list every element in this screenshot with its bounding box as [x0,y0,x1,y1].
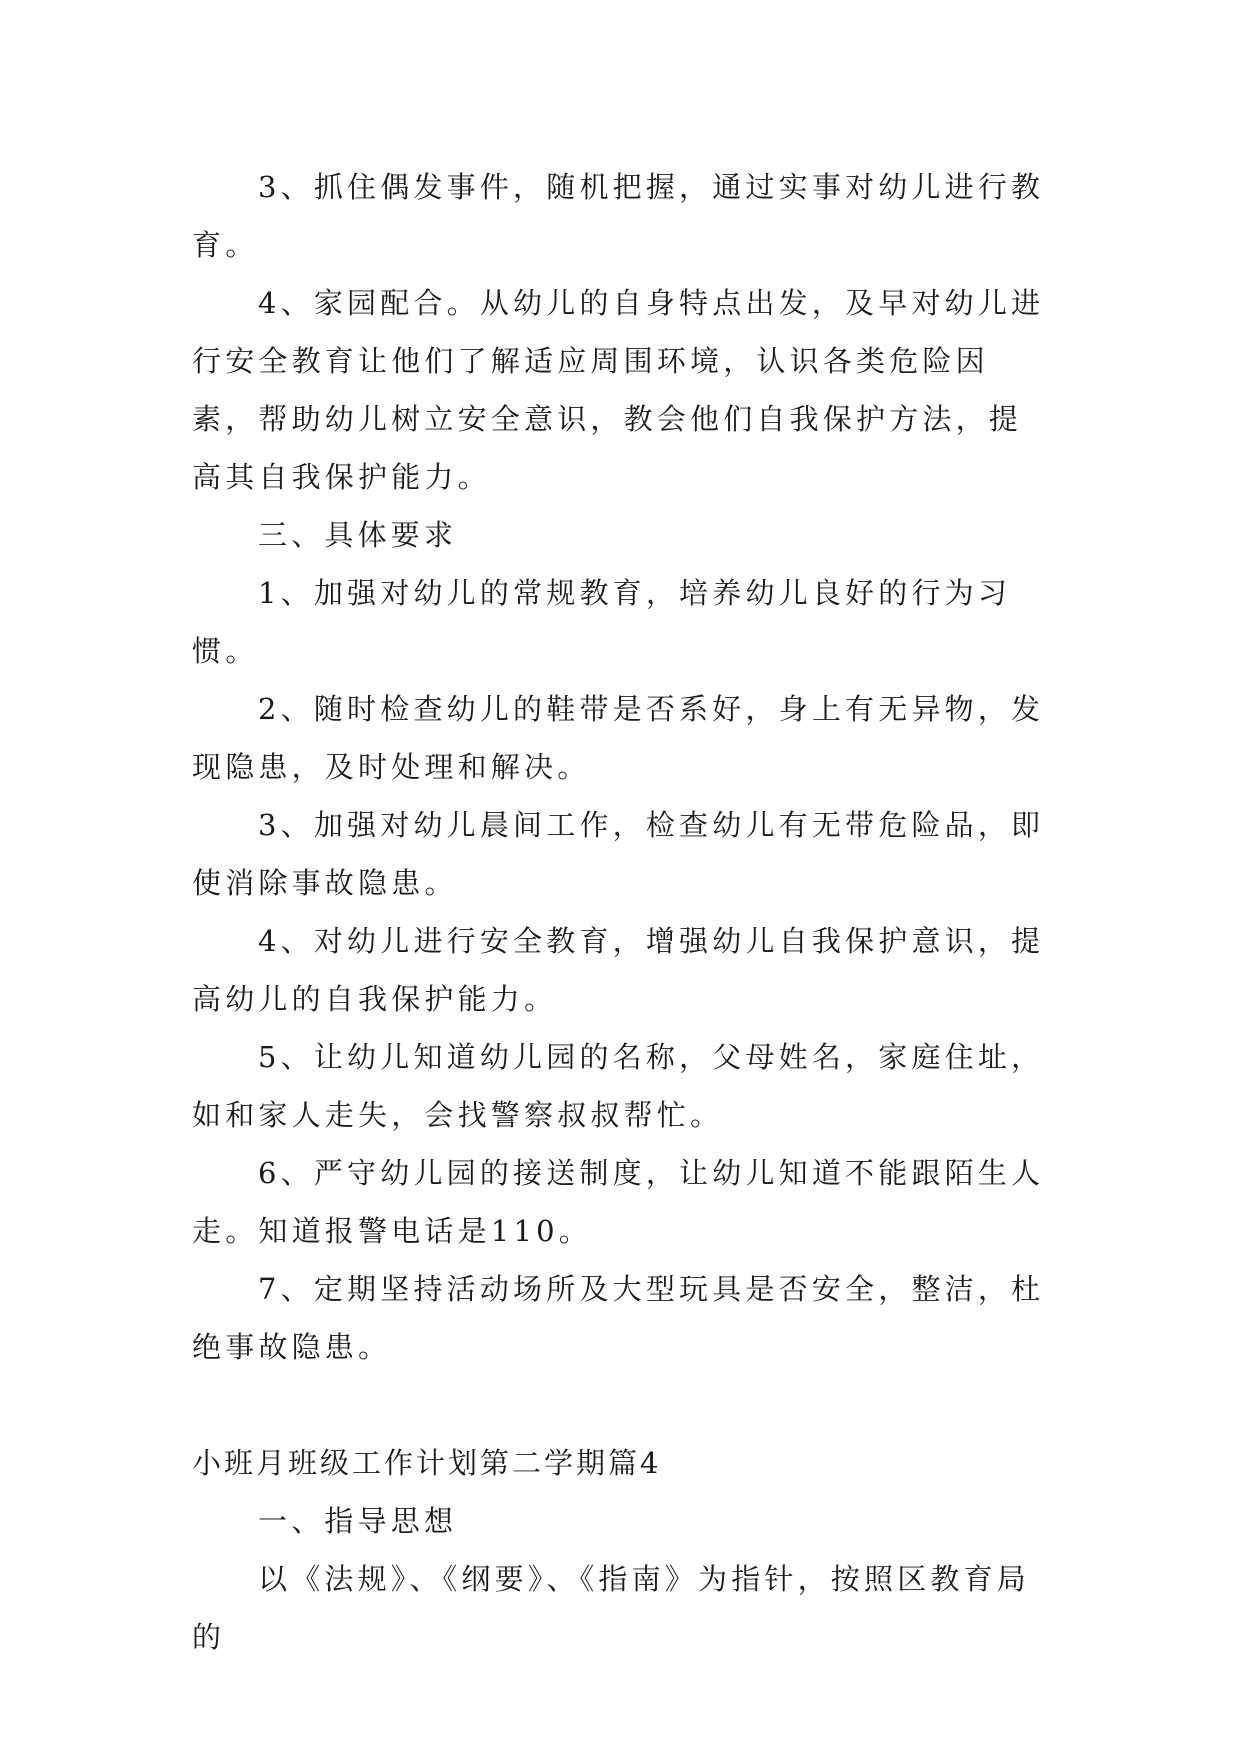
paragraph: 5、让幼儿知道幼儿园的名称，父母姓名，家庭住址，如和家人走失，会找警察叔叔帮忙。 [192,1040,1045,1132]
subheading: 三、具体要求 [258,518,458,552]
paragraph: 1、加强对幼儿的常规教育，培养幼儿良好的行为习惯。 [192,576,1012,668]
paragraph: 3、加强对幼儿晨间工作，检查幼儿有无带危险品，即使消除事故隐患。 [192,808,1045,900]
paragraph: 3、抓住偶发事件，随机把握，通过实事对幼儿进行教育。 [192,170,1045,262]
paragraph: 4、对幼儿进行安全教育，增强幼儿自我保护意识，提高幼儿的自我保护能力。 [192,924,1045,1016]
section-title: 小班月班级工作计划第二学期篇4 [192,1446,662,1480]
paragraph: 以《法规》、《纲要》、《指南》为指针，按照区教育局的 [192,1562,1031,1654]
paragraph: 7、定期坚持活动场所及大型玩具是否安全，整洁，杜绝事故隐患。 [192,1272,1045,1364]
spacer [192,1376,1050,1434]
document-body [192,158,1050,1666]
paragraph: 4、家园配合。从幼儿的自身特点出发，及早对幼儿进行安全教育让他们了解适应周围环境，认识各类危险因素，帮助幼儿树立安全意识，教会他们自我保护方法，提高其自我保护能力。 [192,286,1045,494]
paragraph: 6、严守幼儿园的接送制度，让幼儿知道不能跟陌生人走。知道报警电话是110。 [192,1156,1045,1248]
subheading: 一、指导思想 [258,1504,458,1538]
paragraph: 2、随时检查幼儿的鞋带是否系好，身上有无异物，发现隐患，及时处理和解决。 [192,692,1045,784]
